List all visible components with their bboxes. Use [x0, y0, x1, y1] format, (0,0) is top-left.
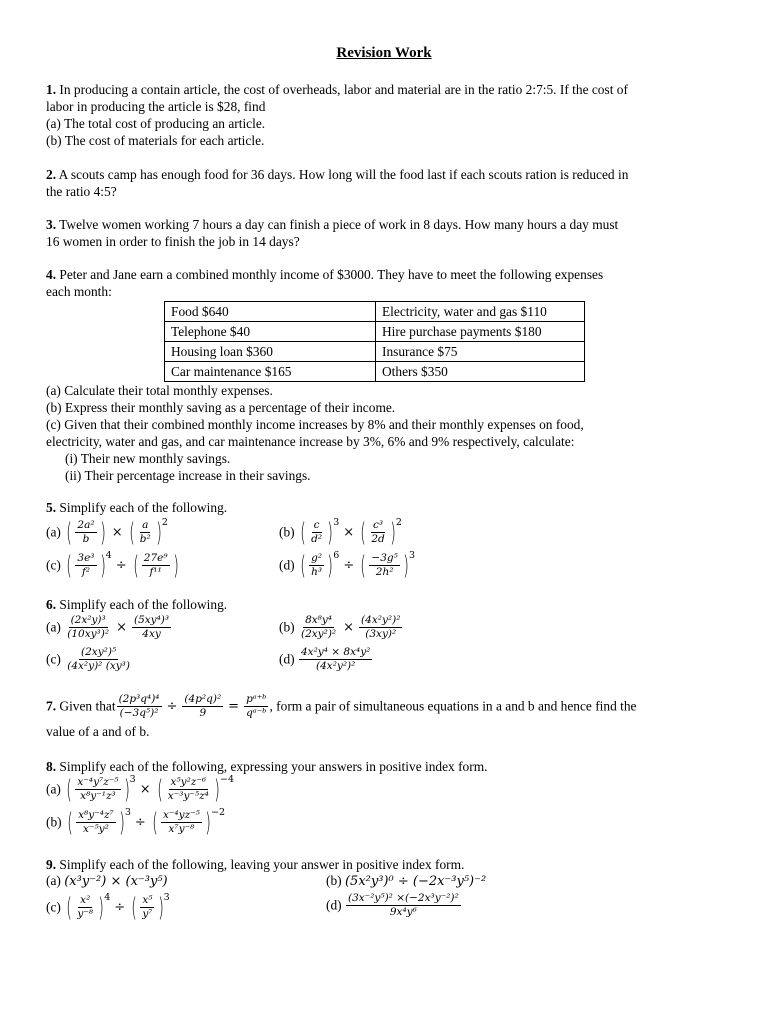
q6d-label: (d) [279, 651, 295, 667]
q7-post-text: , form a pair of simultaneous equations in a and b and hence find the [269, 698, 637, 714]
q5a [46, 517, 168, 548]
expenses-table [164, 301, 585, 382]
q1-number: 1. [46, 82, 57, 97]
table-cell: Telephone $40 [165, 322, 376, 342]
q9c-expression: ( x² y⁻⁸ ) 4 ÷ ( x⁵ y⁷ ) 3 [66, 892, 170, 923]
table-cell: Insurance $75 [376, 342, 585, 362]
q9d-label: (d) [326, 897, 342, 913]
q9a-label: (a) [46, 873, 61, 888]
q2-line2: the ratio 4:5? [46, 184, 117, 199]
q8-text: Simplify each of the following, expressing your answers in positive index form. [59, 759, 488, 774]
q7-pre-text: Given that [59, 698, 116, 714]
table-cell: Car maintenance $165 [165, 362, 376, 382]
q6a [46, 615, 172, 640]
q9b [326, 873, 486, 889]
q5c-label: (c) [46, 557, 61, 573]
table-row [165, 342, 585, 362]
q5a-expression: ( 2a² b ) × ( a b² ) 2 [66, 517, 168, 548]
q7-number: 7. [46, 698, 57, 714]
q6-text: Simplify each of the following. [59, 597, 228, 612]
table-cell: Food $640 [165, 302, 376, 322]
q1-line1 [46, 82, 628, 98]
q6-number: 6. [46, 597, 57, 612]
q8b-expression: ( x⁸y⁻⁴z⁷ x⁻⁵y² ) 3 ÷ ( x⁻⁴yz⁻⁵ x⁷y⁻⁸ ) −2 [67, 807, 226, 838]
q6a-label: (a) [46, 619, 61, 635]
q9b-expression: (5x²y³)⁰ ÷ (−2x⁻³y⁵)⁻² [344, 874, 487, 889]
q7-line1 [46, 694, 637, 719]
table-cell: Others $350 [376, 362, 585, 382]
q9a-expression: (x³y⁻²) × (x⁻³y⁵) [64, 874, 168, 889]
q9c-label: (c) [46, 899, 61, 915]
q4-line1 [46, 267, 603, 283]
q3-text: Twelve women working 7 hours a day can finish a piece of work in 8 days. How many hours a day must [59, 217, 619, 232]
q6d-expression: 4x²y⁴ × 8x⁴y² (4x²y²)² [300, 646, 371, 672]
q8b-label: (b) [46, 814, 62, 830]
q2-text: A scouts camp has enough food for 36 days. How long will the food last if each scouts ration is reduced in [58, 167, 629, 182]
q3-number: 3. [46, 217, 57, 232]
q9-number: 9. [46, 857, 57, 872]
table-row [165, 362, 585, 382]
q8-line1 [46, 759, 487, 775]
q6a-expression: $\frac{\text{(2x²y)³}}{\text{(10xy³)²}}$ × $\frac{\text{(5xy⁴)³}}{4xy}$ [67, 614, 170, 640]
q4-part-c-line1: (c) Given that their combined monthly income increases by 8% and their monthly expenses on food, [46, 417, 584, 432]
q4-part-c-i: (i) Their new monthly savings. [65, 451, 231, 466]
q4-text: Peter and Jane earn a combined monthly income of $3000. They have to meet the following expenses [59, 267, 604, 282]
q4-number: 4. [46, 267, 57, 282]
q5d-label: (d) [279, 557, 295, 573]
q2-line1 [46, 167, 628, 183]
q8a-label: (a) [46, 781, 61, 797]
q5d [279, 550, 416, 581]
table-cell: Hire purchase payments $180 [376, 322, 585, 342]
q5-line1 [46, 500, 227, 516]
q4-part-b: (b) Express their monthly saving as a percentage of their income. [46, 400, 396, 415]
q4-part-c-ii: (ii) Their percentage increase in their savings. [65, 468, 311, 483]
q9-text: Simplify each of the following, leaving your answer in positive index form. [59, 857, 465, 872]
table-cell: Electricity, water and gas $110 [376, 302, 585, 322]
q5b [279, 517, 402, 548]
q9b-label: (b) [326, 873, 342, 888]
q1-line2: labor in producing the article is $28, find [46, 99, 266, 114]
page-title: Revision Work [336, 45, 432, 61]
q8a-expression: ( x⁻⁴y⁷z⁻⁵ x⁸y⁻¹z³ ) 3 × ( x⁵y²z⁻⁶ x⁻³y⁻⁵z⁴ ) −4 [66, 774, 235, 805]
q8b [46, 807, 226, 838]
q5d-expression: ( g² h³ ) 6 ÷ ( −3g⁵ 2h² ) 3 [300, 550, 416, 581]
q6b-expression: $\frac{\text{8x⁸y⁴}}{\text{(2xy²)²}}$ × $\frac{\text{(4x²y²)²}}{\text{(3xy)²}}$ [300, 614, 401, 640]
q5-number: 5. [46, 500, 57, 515]
q9a [46, 873, 168, 889]
q1-text: In producing a contain article, the cost of overheads, labor and material are in the ratio 2:7:5. If the cost of [59, 82, 628, 97]
q4-part-a: (a) Calculate their total monthly expenses. [46, 383, 273, 398]
q5c-expression: ( 3e³ f² ) 4 ÷ ( 27e⁹ f¹¹ ) [66, 550, 179, 581]
q6b-label: (b) [279, 619, 295, 635]
q5c [46, 550, 181, 581]
q9-line1 [46, 857, 464, 873]
q7-equation: $\frac{\text{(2p³q⁴)⁴}}{\text{(−3q⁵)²}}$ ÷ $\frac{\text{(4p²q)²}}{9}$ = $\frac{\text{pᵃ⁺ᵇ}}{\text{qᵃ⁻ᵇ}}$ [118, 693, 267, 719]
q9c [46, 892, 170, 923]
q5b-label: (b) [279, 524, 295, 540]
q6c-expression: (2xy²)⁵ (4x²y)² (xy³) [67, 646, 130, 672]
q4-line2: each month: [46, 284, 112, 299]
table-row [165, 322, 585, 342]
q1-part-b: (b) The cost of materials for each article. [46, 133, 265, 148]
table-row [165, 302, 585, 322]
q4-part-c-line2: electricity, water and gas, and car maintenance increase by 3%, 6% and 9% respectively, calculate: [46, 434, 575, 449]
q6c-label: (c) [46, 651, 61, 667]
table-cell: Housing loan $360 [165, 342, 376, 362]
q6c [46, 647, 133, 672]
q9d-expression: (3x⁻²y⁵)² ×(−2x³y⁻²)² 9x⁴y⁶ [347, 892, 459, 918]
q2-number: 2. [46, 167, 57, 182]
q8-number: 8. [46, 759, 57, 774]
q1-part-a: (a) The total cost of producing an article. [46, 116, 266, 131]
q6d [279, 647, 373, 672]
q3-line2: 16 women in order to finish the job in 14 days? [46, 234, 300, 249]
q7-line2: value of a and of b. [46, 724, 150, 739]
q5b-expression: ( c d² ) 3 × ( c³ 2d ) 2 [300, 517, 402, 548]
q5-text: Simplify each of the following. [59, 500, 228, 515]
q5a-label: (a) [46, 524, 61, 540]
q3-line1 [46, 217, 618, 233]
q9d [326, 893, 462, 918]
q8a [46, 774, 235, 805]
q6b [279, 615, 403, 640]
q6-line1 [46, 597, 227, 613]
